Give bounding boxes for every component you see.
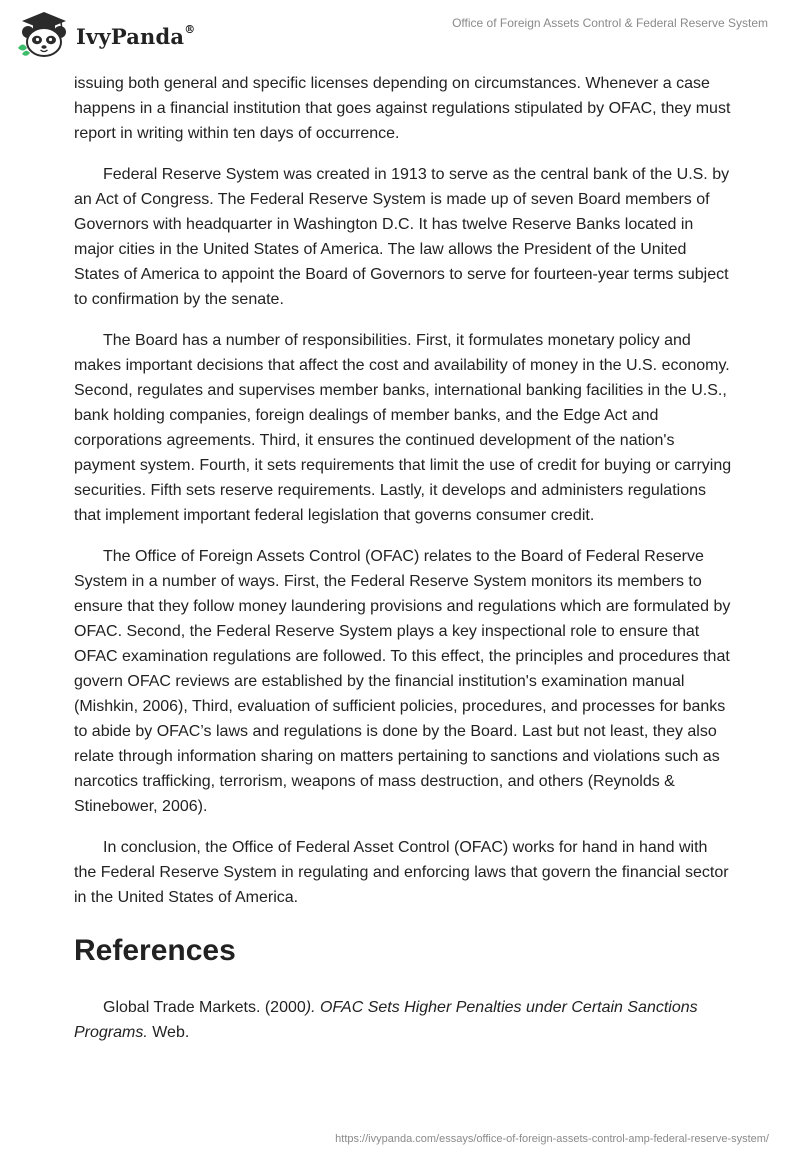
brand-name: IvyPanda® — [76, 22, 196, 49]
brand-logo[interactable] — [14, 8, 195, 60]
paragraph: The Office of Foreign Assets Control (OFAC) relates to the Board of Federal Reserve System in a number of ways. First, the Federal Reserve System monitors its members to ensure that they follow money laundering provisions and regulations which are formulated by OFAC. Second, the Federal Reserve System plays a key inspectional role to ensure that OFAC examination regulations are followed. To this effect, the principles and procedures that govern OFAC reviews are established by the financial institution's examination manual (Mishkin, 2006), Third, evaluation of sufficient policies, procedures, and processes for banks to abide by OFAC’s laws and regulations is done by the Board. Last but not least, they also relate through information sharing on matters pertaining to sanctions and violations such as narcotics trafficking, terrorism, weapons of mass destruction, and others (Reynolds & Stinebower, 2006). — [74, 548, 731, 815]
registered-mark: ® — [184, 22, 196, 36]
references-heading: References — [74, 934, 236, 967]
reference-tail: Web. — [147, 1024, 190, 1041]
document-title: Office of Foreign Assets Control & Federal Reserve System — [452, 16, 768, 30]
panda-graduate-icon — [14, 8, 72, 60]
reference-author: Global Trade Markets. (2000 — [103, 999, 306, 1016]
reference-entry — [74, 995, 734, 1045]
reference-title: ). OFAC Sets Higher Penalties under Certain Sanctions Programs. — [74, 999, 698, 1041]
page-header — [0, 0, 800, 70]
paragraph: The Board has a number of responsibilities. First, it formulates monetary policy and makes important decisions that affect the cost and availability of money in the U.S. economy. Second, regulates and supervises member banks, international banking facilities in the U.S., bank holding companies, foreign dealings of member banks, and the Edge Act and corporations agreements. Third, it ensures the continued development of the nation's payment system. Fourth, it sets requirements that limit the use of credit for buying or carrying securities. Fifth sets reserve requirements. Lastly, it develops and administers regulations that implement important federal legislation that governs consumer credit. — [74, 332, 732, 524]
essay-body — [74, 71, 734, 1045]
source-url[interactable]: https://ivypanda.com/essays/office-of-foreign-assets-control-amp-federal-reserve-system/ — [335, 1133, 769, 1145]
paragraph: Federal Reserve System was created in 1913 to serve as the central bank of the U.S. by an Act of Congress. The Federal Reserve System is made up of seven Board members of Governors with headquarter in Washington D.C. It has twelve Reserve Banks located in major cities in the United States of America. The law allows the President of the United States of America to appoint the Board of Governors to serve for fourteen-year terms subject to confirmation by the senate. — [74, 166, 730, 308]
paragraph: issuing both general and specific licenses depending on circumstances. Whenever a case happens in a financial institution that goes against regulations stipulated by OFAC, they must report in writing within ten days of occurrence. — [74, 75, 731, 142]
paragraph: In conclusion, the Office of Federal Asset Control (OFAC) works for hand in hand with the Federal Reserve System in regulating and enforcing laws that govern the financial sector in the United States of America. — [74, 839, 729, 906]
